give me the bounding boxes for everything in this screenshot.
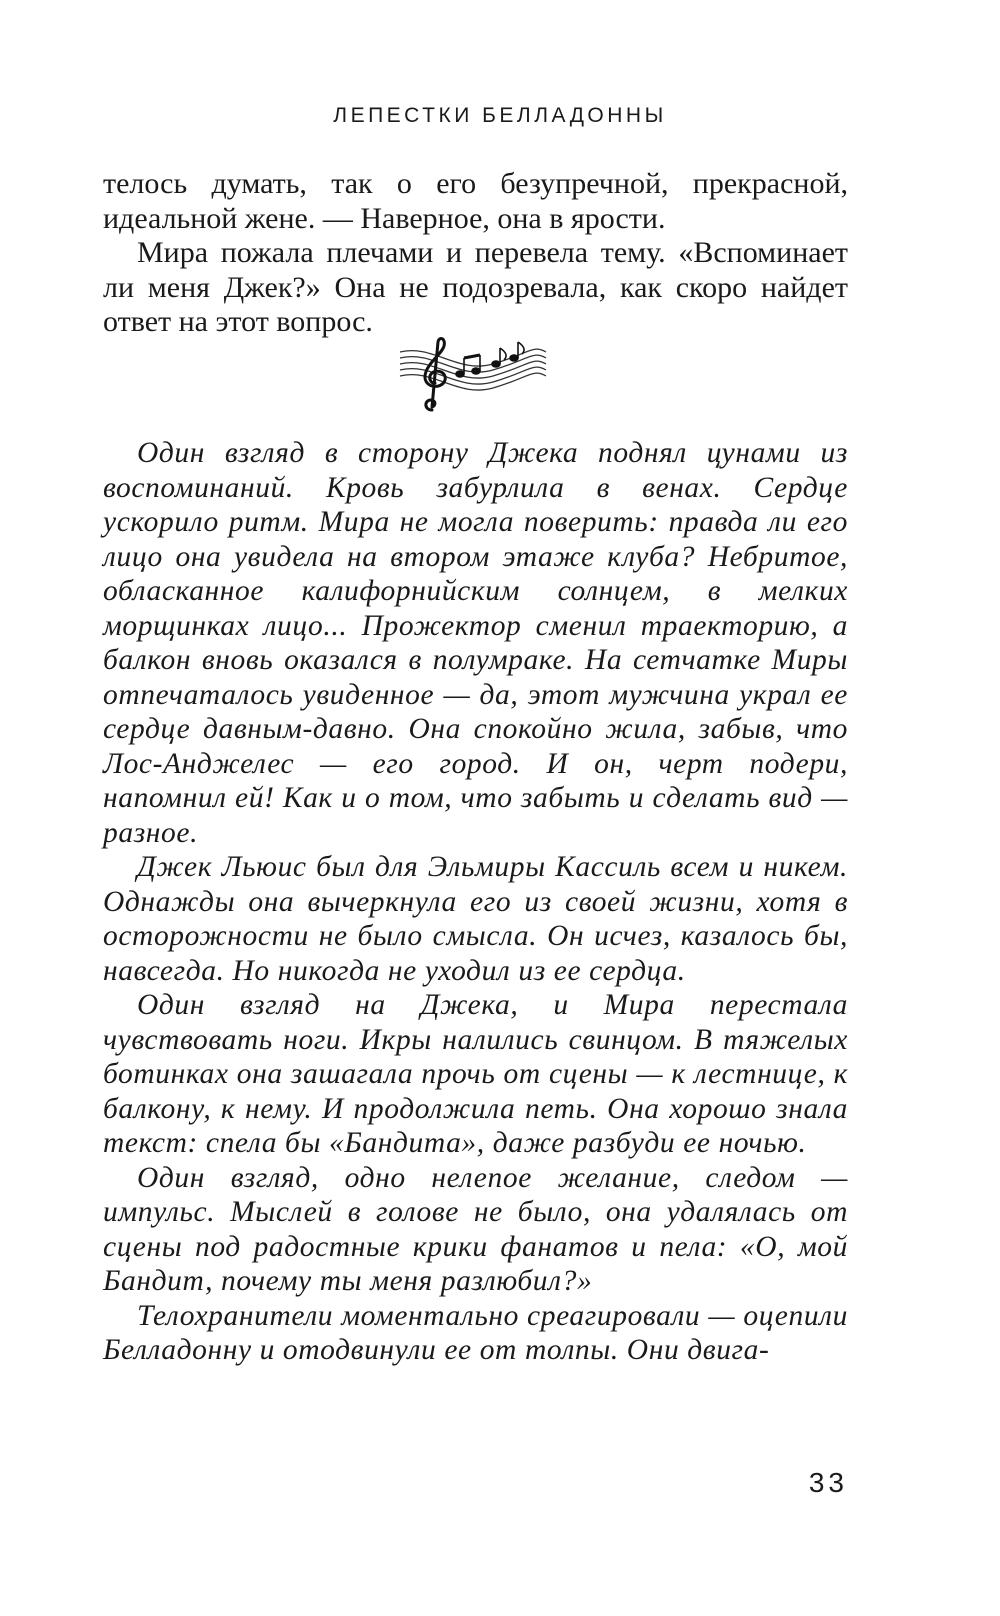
paragraph: Один взгляд в сторону Джека поднял цунами из воспоминаний. Кровь забурлила в венах. Сердце ускорило ритм. Мира не могла поверить: правда ли его лицо она увидела на втором этаже клуба? Небритое, обласканное калифорнийским солнцем, в мелких морщинках лицо... Прожектор сменил траекторию, а балкон вновь оказался в полумраке. На сетчатке Миры отпечаталось увиденное — да, этот мужчина украл ее сердце давным-давно. Она спокойно жила, забыв, что Лос-Анджелес — его город. И он, черт подери, напомнил ей! Как и о том, что забыть и сделать вид — разное. [103, 437, 848, 849]
paragraph: Мира пожала плечами и перевела тему. «Вспоминает ли меня Джек?» Она не подозревала, как скоро найдет ответ на этот вопрос. [103, 236, 848, 338]
page-number: 33 [808, 1467, 848, 1498]
music-staff-treble-clef-icon [398, 334, 548, 414]
italic-text-block [103, 436, 848, 1368]
paragraph: Телохранители моментально среагировали — оцепили Белладонну и отодвинули ее от толпы. Они двига- [103, 1299, 848, 1366]
running-head: ЛЕПЕСТКИ БЕЛЛАДОННЫ [333, 104, 667, 127]
paragraph: Джек Льюис был для Эльмиры Кассиль всем и никем. Однажды она вычеркнула его из своей жизни, хотя в осторожности не было смысла. Он исчез, казалось бы, навсегда. Но никогда не уходил из ее сердца. [103, 851, 848, 987]
upright-text-block [103, 167, 848, 340]
paragraph: телось думать, так о его безупречной, прекрасной, идеальной жене. — Наверное, она в ярости. [103, 167, 848, 235]
paragraph: Один взгляд, одно нелепое желание, следом — импульс. Мыслей в голове не было, она удалялась от сцены под радостные крики фанатов и пела: «О, мой Бандит, почему ты меня разлюбил?» [103, 1161, 848, 1297]
paragraph: Один взгляд на Джека, и Мира перестала чувствовать ноги. Икры налились свинцом. В тяжелых ботинках она зашагала прочь от сцены — к лестнице, к балкону, к нему. И продолжила петь. Она хорошо знала текст: спела бы «Бандита», даже разбуди ее ночью. [103, 989, 848, 1159]
